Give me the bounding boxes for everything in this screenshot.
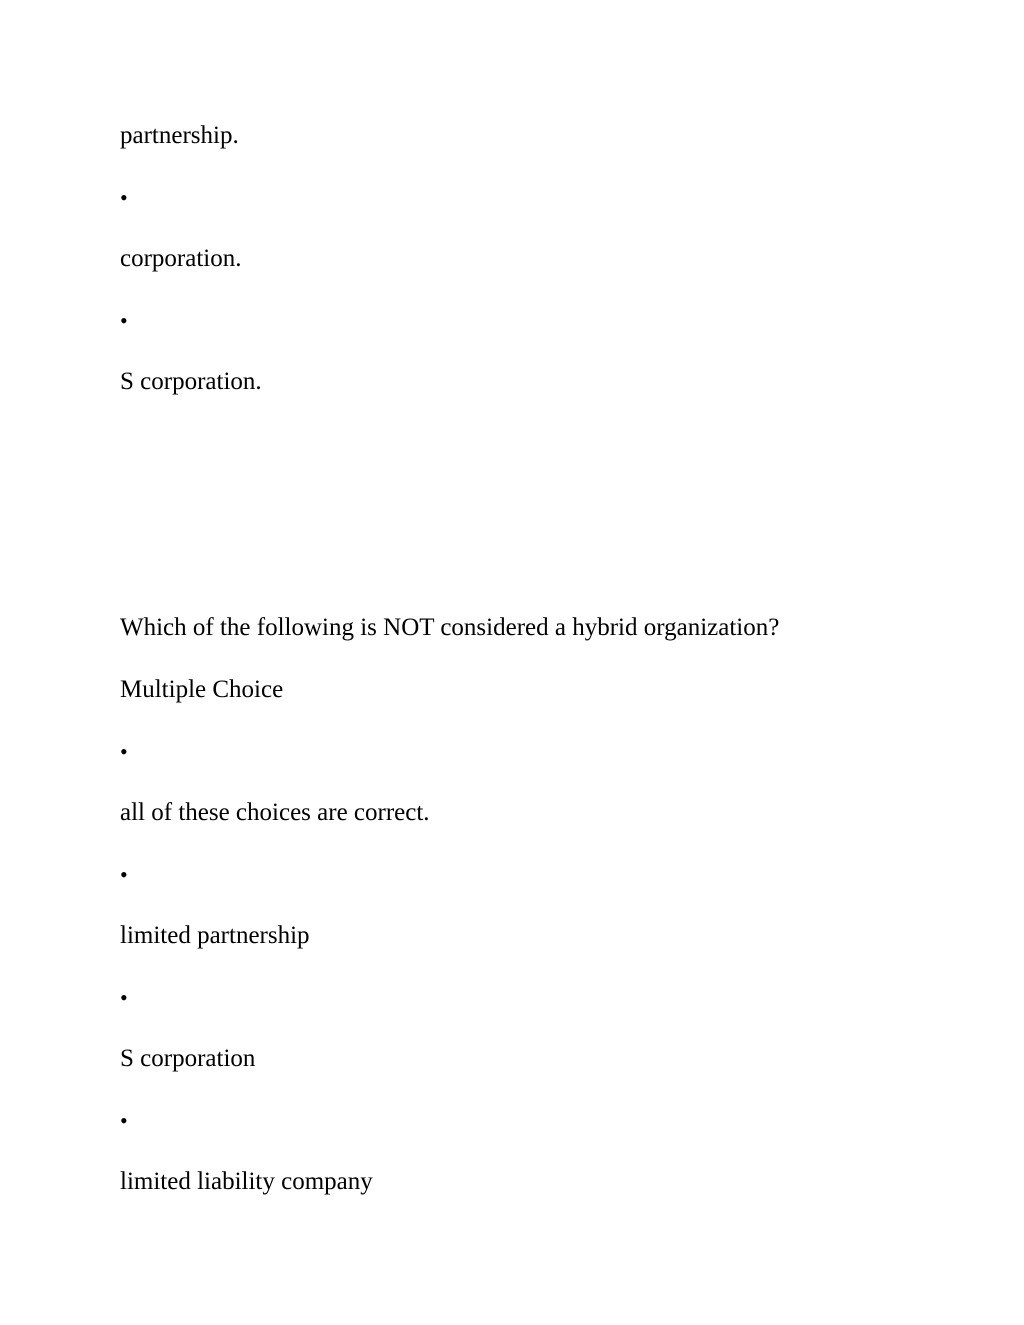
bullet-icon: • xyxy=(120,862,128,887)
answer-option: limited liability company xyxy=(120,1168,373,1195)
prev-option-text: corporation. xyxy=(120,245,242,272)
question-type-label: Multiple Choice xyxy=(120,676,284,703)
bullet-icon: • xyxy=(120,185,128,210)
bullet-icon: • xyxy=(120,308,128,333)
bullet-icon: • xyxy=(120,739,128,764)
prev-option-text: S corporation. xyxy=(120,368,262,395)
prev-option-text: partnership. xyxy=(120,122,239,149)
bullet-icon: • xyxy=(120,985,128,1010)
bullet-icon: • xyxy=(120,1108,128,1133)
answer-option: all of these choices are correct. xyxy=(120,799,430,826)
answer-option: limited partnership xyxy=(120,922,310,949)
answer-option: S corporation xyxy=(120,1045,256,1072)
question-text: Which of the following is NOT considered a hybrid organization? xyxy=(120,614,780,641)
